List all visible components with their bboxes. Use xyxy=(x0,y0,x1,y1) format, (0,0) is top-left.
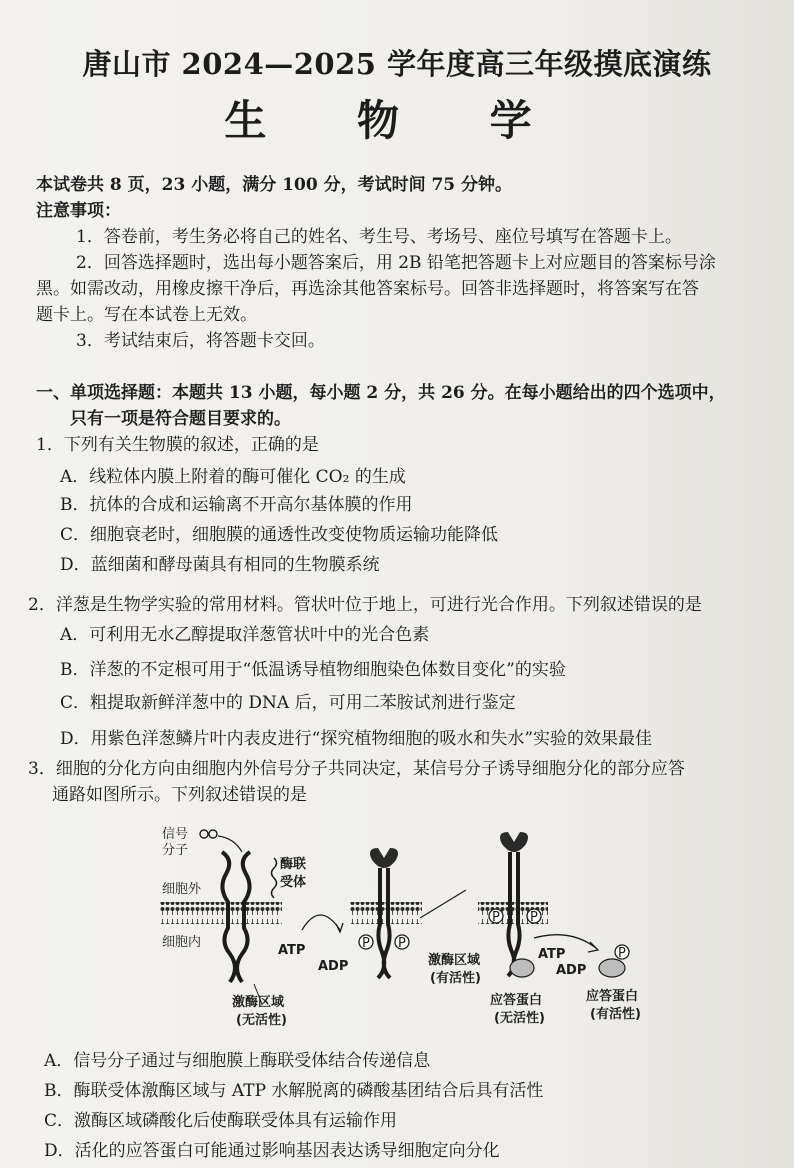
transition-arrow xyxy=(420,890,466,918)
question-3-stem-line-2: 通路如图所示。下列叙述错误的是 xyxy=(52,785,307,805)
adp-label-2: ADP xyxy=(556,963,587,978)
svg-text:受体: 受体 xyxy=(280,875,307,890)
section-heading-line-2: 只有一项是符合题目要求的。 xyxy=(70,409,291,429)
notice-item-2-line-3: 题卡上。写在本试卷上无效。 xyxy=(36,305,257,325)
atp-label-1: ATP xyxy=(278,943,306,958)
question-3-option-a: A．信号分子通过与细胞膜上酶联受体结合传递信息 xyxy=(44,1051,431,1071)
notice-item-1: 1．答卷前，考生务必将自己的姓名、考生号、考场号、座位号填写在答题卡上。 xyxy=(76,227,682,247)
question-1-option-c: C．细胞衰老时，细胞膜的通透性改变使物质运输功能降低 xyxy=(60,525,499,545)
svg-text:酶联: 酶联 xyxy=(280,857,307,872)
kinase-inactive-label xyxy=(232,994,287,1028)
svg-text:分子: 分子 xyxy=(162,843,189,858)
membrane-segment-1 xyxy=(160,902,282,924)
question-1-stem: 1．下列有关生物膜的叙述，正确的是 xyxy=(36,435,319,455)
svg-text:P: P xyxy=(492,910,500,925)
response-protein-active xyxy=(586,945,641,1022)
inactive-receptor-pair xyxy=(222,852,277,1004)
kinase-active-label xyxy=(428,952,481,986)
phosphorylation-arrow xyxy=(278,915,348,974)
question-2-stem: 2．洋葱是生物学实验的常用材料。管状叶位于地上，可进行光合作用。下列叙述错误的是 xyxy=(28,595,702,615)
question-3-option-c: C．激酶区域磷酸化后使酶联受体具有运输作用 xyxy=(44,1111,398,1131)
question-2-option-b: B．洋葱的不定根可用于“低温诱导植物细胞染色体数目变化”的实验 xyxy=(60,660,566,680)
question-2-option-d: D．用紫色洋葱鳞片叶内表皮进行“探究植物细胞的吸水和失水”实验的效果最佳 xyxy=(60,729,653,749)
exam-summary: 本试卷共 8 页，23 小题，满分 100 分，考试时间 75 分钟。 xyxy=(36,175,513,195)
question-2-option-a: A．可利用无水乙醇提取洋葱管状叶中的光合色素 xyxy=(60,625,430,645)
question-1-option-a: A．线粒体内膜上附着的酶可催化 CO₂ 的生成 xyxy=(60,467,406,487)
question-1-option-b: B．抗体的合成和运输离不开高尔基体膜的作用 xyxy=(60,495,413,515)
signal-molecule-icon xyxy=(200,830,242,852)
question-3-stem-line-1: 3．细胞的分化方向由细胞内外信号分子共同决定，某信号分子诱导细胞分化的部分应答 xyxy=(28,759,685,779)
extracellular-label: 细胞外 xyxy=(162,882,202,897)
notice-item-3: 3．考试结束后，将答题卡交回。 xyxy=(76,331,325,351)
response-protein-inactive xyxy=(490,959,545,1026)
svg-text:应答蛋白: 应答蛋白 xyxy=(586,989,639,1004)
question-3-option-d: D．活化的应答蛋白可能通过影响基因表达诱导细胞定向分化 xyxy=(44,1141,500,1161)
svg-text:信号: 信号 xyxy=(162,827,189,842)
svg-text:(有活性): (有活性) xyxy=(430,971,481,986)
response-activation-arrow xyxy=(534,935,598,978)
signal-molecule-label xyxy=(162,826,188,858)
section-heading-line-1: 一、单项选择题：本题共 13 小题，每小题 2 分，共 26 分。在每小题给出的四个选项中， xyxy=(36,383,726,403)
svg-text:P: P xyxy=(530,910,538,925)
question-1-option-d: D．蓝细菌和酵母菌具有相同的生物膜系统 xyxy=(60,555,380,575)
notice-item-2-line-1: 2．回答选择题时，选出每小题答案后，用 2B 铅笔把答题卡上对应题目的答案标号涂 xyxy=(76,253,716,273)
exam-title: 唐山市 2024—2025 学年度高三年级摸底演练 xyxy=(82,47,712,81)
svg-text:P: P xyxy=(618,946,626,961)
svg-text:激酶区域: 激酶区域 xyxy=(428,953,481,968)
svg-text:(无活性): (无活性) xyxy=(236,1013,287,1028)
notice-item-2-line-2: 黑。如需改动，用橡皮擦干净后，再选涂其他答案标号。回答非选择题时，将答案写在答 xyxy=(36,279,699,299)
svg-text:(有活性): (有活性) xyxy=(590,1007,641,1022)
svg-text:激酶区域: 激酶区域 xyxy=(232,995,285,1010)
notice-heading: 注意事项： xyxy=(36,201,121,221)
question-3-option-b: B．酶联受体激酶区域与 ATP 水解脱离的磷酸基团结合后具有活性 xyxy=(44,1081,544,1101)
question-2-option-c: C．粗提取新鲜洋葱中的 DNA 后，可用二苯胺试剂进行鉴定 xyxy=(60,693,516,713)
svg-text:(无活性): (无活性) xyxy=(494,1011,545,1026)
signal-pathway-diagram xyxy=(150,818,670,1033)
receptor-label xyxy=(280,856,306,890)
adp-label-1: ADP xyxy=(318,959,349,974)
svg-text:P: P xyxy=(362,936,370,951)
svg-text:应答蛋白: 应答蛋白 xyxy=(490,993,543,1008)
atp-label-2: ATP xyxy=(538,947,566,962)
subject-title: 生 物 学 xyxy=(224,96,570,145)
intracellular-label: 细胞内 xyxy=(162,935,202,950)
svg-text:P: P xyxy=(398,936,406,951)
